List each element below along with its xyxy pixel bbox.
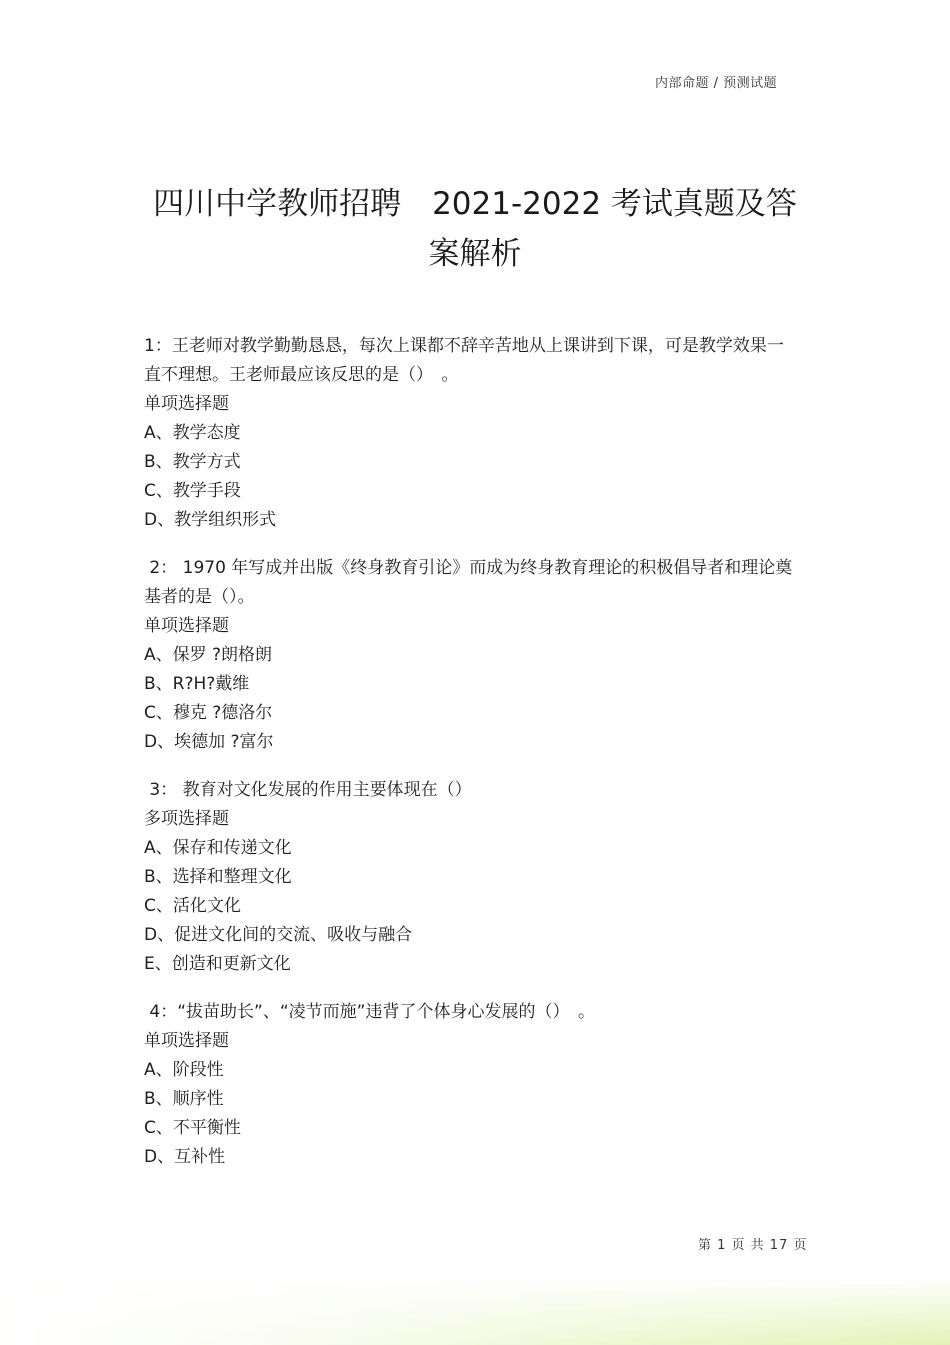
question-4 bbox=[144, 998, 794, 1172]
title-line-2: 案解析 bbox=[428, 235, 522, 272]
option-d: D、促进文化间的交流、吸收与融合 bbox=[144, 925, 413, 945]
page-number: 第 1 页 共 17 页 bbox=[698, 1238, 808, 1253]
option-b: B、选择和整理文化 bbox=[144, 867, 292, 887]
decorative-bottom-band-fade bbox=[0, 1275, 950, 1345]
question-stem: 2： 1970 年写成并出版《终身教育引论》而成为终身教育理论的积极倡导者和理论奠基者的是（）。 bbox=[144, 558, 793, 607]
question-1 bbox=[144, 332, 794, 535]
option-d: D、互补性 bbox=[144, 1147, 226, 1167]
question-list bbox=[144, 332, 794, 1191]
option-b: B、顺序性 bbox=[144, 1089, 224, 1109]
option-a: A、教学态度 bbox=[144, 423, 241, 443]
option-b: B、教学方式 bbox=[144, 452, 241, 472]
option-c: C、穆克 ?德洛尔 bbox=[144, 703, 273, 723]
header-note: 内部命题 / 预测试题 bbox=[655, 76, 778, 91]
question-type: 多项选择题 bbox=[144, 809, 229, 829]
question-type: 单项选择题 bbox=[144, 1031, 229, 1051]
question-type: 单项选择题 bbox=[144, 394, 229, 414]
question-type: 单项选择题 bbox=[144, 616, 229, 636]
option-b: B、R?H?戴维 bbox=[144, 674, 250, 694]
question-stem: 4：“拔苗助长”、“凌节而施”违背了个体身心发展的（） 。 bbox=[144, 1002, 595, 1022]
option-e: E、创造和更新文化 bbox=[144, 954, 291, 974]
question-2 bbox=[144, 554, 794, 757]
option-c: C、活化文化 bbox=[144, 896, 241, 916]
title-line-1: 四川中学教师招聘 2021-2022 考试真题及答 bbox=[153, 185, 797, 222]
question-3 bbox=[144, 776, 794, 979]
question-stem: 1：王老师对教学勤勤恳恳，每次上课都不辞辛苦地从上课讲到下课，可是教学效果一直不理想。王老师最应该反思的是（） 。 bbox=[144, 336, 784, 385]
option-d: D、教学组织形式 bbox=[144, 510, 277, 530]
question-stem: 3： 教育对文化发展的作用主要体现在（） bbox=[144, 780, 472, 800]
option-a: A、保罗 ?朗格朗 bbox=[144, 645, 273, 665]
option-d: D、埃德加 ?富尔 bbox=[144, 732, 274, 752]
option-a: A、阶段性 bbox=[144, 1060, 224, 1080]
page-title bbox=[120, 179, 830, 279]
option-c: C、教学手段 bbox=[144, 481, 241, 501]
option-c: C、不平衡性 bbox=[144, 1118, 241, 1138]
option-a: A、保存和传递文化 bbox=[144, 838, 292, 858]
